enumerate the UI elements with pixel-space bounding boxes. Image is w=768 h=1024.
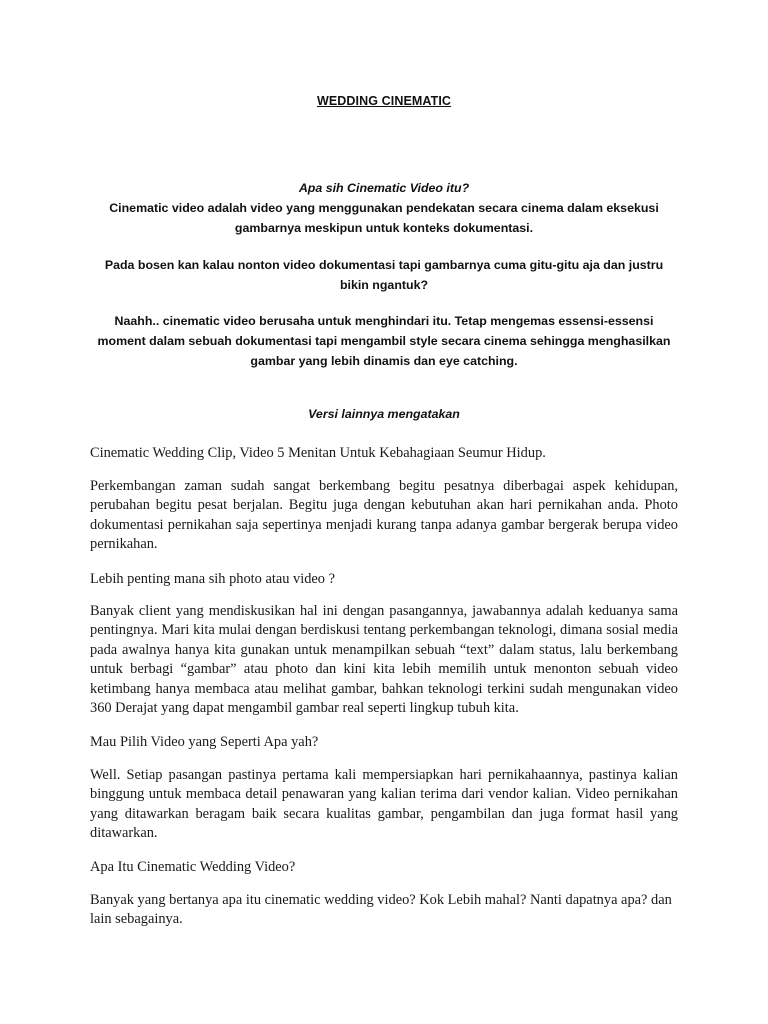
body-paragraph-5: Mau Pilih Video yang Seperti Apa yah? <box>90 734 319 750</box>
body-paragraph-1: Cinematic Wedding Clip, Video 5 Menitan Untuk Kebahagiaan Seumur Hidup. <box>90 445 546 461</box>
body-paragraph-6: Well. Setiap pasangan pastinya pertama kali mempersiapkan hari pernikahaannya, pastinya kalian binggung untuk membaca detail penawaran yang kalian terima dari vendor kalian. Video pernikahan yang ditawarkan beragam baik secara kualitas gambar, pengambilan dan juga format hasil yang ditawarkan. <box>90 767 678 842</box>
document-title: WEDDING CINEMATIC <box>316 94 452 108</box>
body-paragraph-2: Perkembangan zaman sudah sangat berkembang begitu pesatnya diberbagai aspek kehidupan, perubahan begitu pesat berjalan. Begitu juga dengan kebutuhan akan hari pernikahan anda. Photo dokumentasi pernikahan saja sepertinya menjadi kurang tanpa adanya gambar bergerak berupa video pernikahan. <box>90 478 678 553</box>
body-paragraph-4: Banyak client yang mendiskusikan hal ini dengan pasangannya, jawabannya adalah keduanya sama pentingnya. Mari kita mulai dengan berdiskusi tentang perkembangan teknologi, dimana sosial media pada awalnya hanya kita gunakan untuk menampilkan sebuah “text” dalam status, lalu berkembang untuk berbagi “gambar” atau photo dan kini kita lebih memilih untuk menonton sebuah video ketimbang hanya membaca atau melihat gambar, bahkan teknologi terkini sudah mengunakan video 360 Derajat yang dapat mengambil gambar real seperti lingkup tubuh kita. <box>90 603 678 717</box>
intro-explanation: Naahh.. cinematic video berusaha untuk menghindari itu. Tetap mengemas essensi-essensi moment dalam sebuah dokumentasi tapi mengambil style secara cinema sehingga menghasilkan gambar yang lebih dinamis dan eye catching. <box>97 314 671 368</box>
versi-heading: Versi lainnya mengatakan <box>308 407 460 421</box>
intro-heading: Apa sih Cinematic Video itu? <box>298 181 470 195</box>
intro-question: Pada bosen kan kalau nonton video dokumentasi tapi gambarnya cuma gitu-gitu aja dan justru bikin ngantuk? <box>104 258 664 292</box>
body-paragraph-8: Banyak yang bertanya apa itu cinematic wedding video? Kok Lebih mahal? Nanti dapatnya apa? dan lain sebagainya. <box>90 892 672 928</box>
body-paragraph-3: Lebih penting mana sih photo atau video ? <box>90 571 335 587</box>
body-paragraph-7: Apa Itu Cinematic Wedding Video? <box>90 859 296 875</box>
intro-definition: Cinematic video adalah video yang menggunakan pendekatan secara cinema dalam eksekusi gambarnya meskipun untuk konteks dokumentasi. <box>109 201 659 235</box>
